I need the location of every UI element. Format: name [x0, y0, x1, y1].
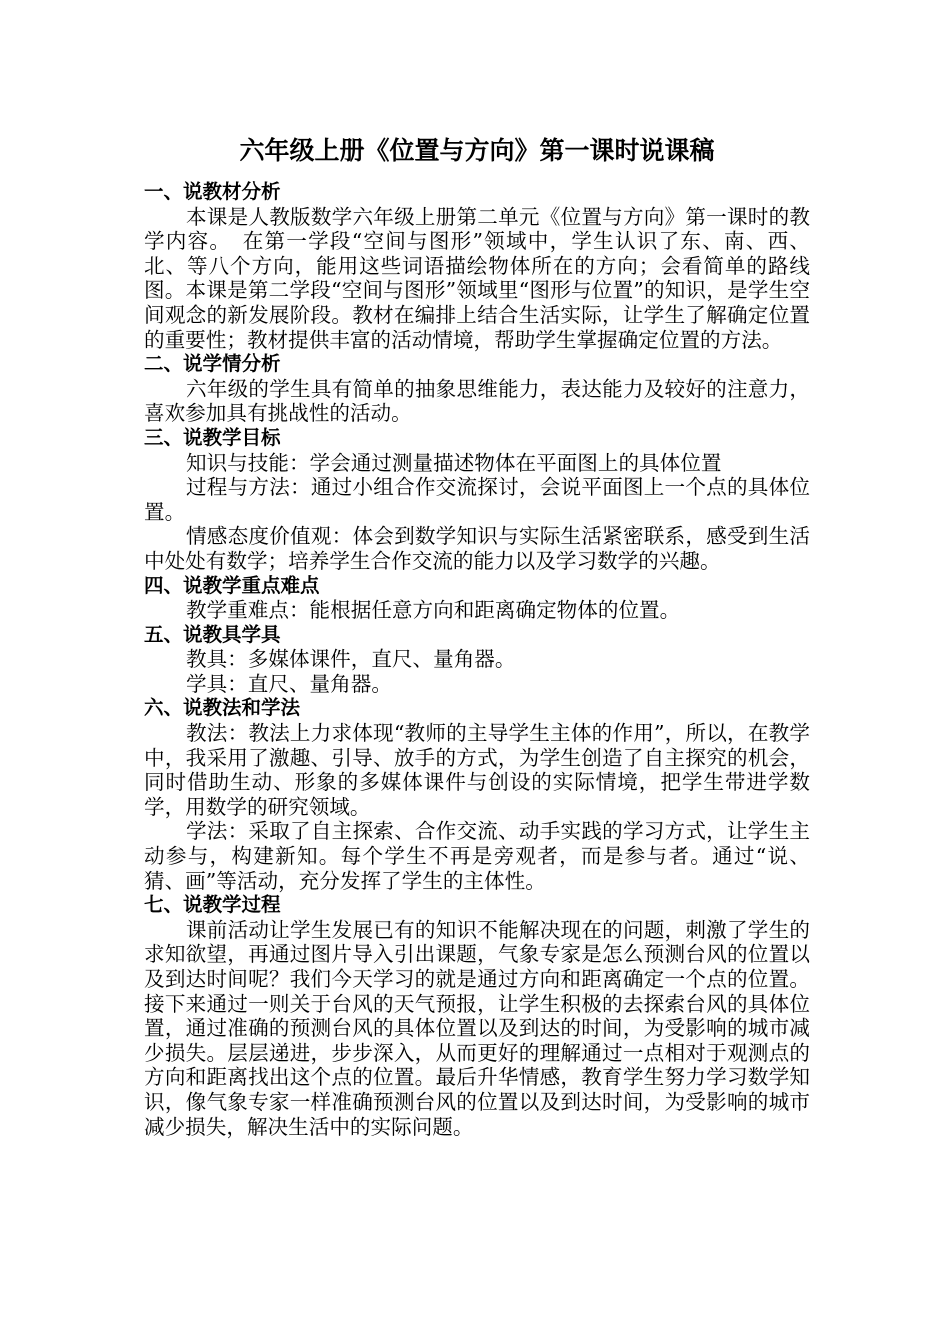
- section-paragraph: 过程与方法：通过小组合作交流探讨，会说平面图上一个点的具体位置。: [144, 475, 810, 524]
- section-heading: 五、说教具学具: [144, 622, 281, 646]
- section-textbook-analysis: [144, 180, 810, 352]
- section-teaching-methods: [144, 696, 810, 893]
- section-heading: 一、说教材分析: [144, 180, 281, 203]
- section-heading: 二、说学情分析: [144, 352, 281, 376]
- section-paragraph: 六年级的学生具有简单的抽象思维能力，表达能力及较好的注意力，喜欢参加具有挑战性的活动。: [144, 376, 810, 426]
- section-paragraph: 课前活动让学生发展已有的知识不能解决现在的问题，刺激了学生的求知欲望，再通过图片导入引出课题，气象专家是怎么预测台风的位置以及到达时间呢？我们今天学习的就是通过方向和距离确定一个点的位置。接下来通过一则关于台风的天气预报，让学生积极的去探索台风的具体位置，通过准确的预测台风的具体位置以及到达的时间，为受影响的城市减少损失。层层递进，步步深入，从而更好的理解通过一点相对于观测点的方向和距离找出这个点的位置。最后升华情感，教育学生努力学习数学知识，像气象专家一样准确预测台风的位置以及到达时间，为受影响的城市减少损失，解决生活中的实际问题。: [144, 917, 810, 1139]
- section-paragraph: 知识与技能：学会通过测量描述物体在平面图上的具体位置: [186, 450, 722, 475]
- section-teaching-process: [144, 893, 810, 1139]
- document-title: 六年级上册《位置与方向》第一课时说课稿: [239, 136, 715, 165]
- section-heading: 四、说教学重点难点: [144, 573, 320, 597]
- section-heading: 七、说教学过程: [144, 893, 281, 917]
- section-teaching-goals: [144, 426, 810, 574]
- section-paragraph: 教法：教法上力求体现“教师的主导学生主体的作用”，所以，在教学中，我采用了激趣、引导、放手的方式，为学生创造了自主探究的机会，同时借助生动、形象的多媒体课件与创设的实际情境，把学生带进学数学，用数学的研究领域。: [144, 721, 810, 819]
- section-teaching-aids: [144, 623, 810, 697]
- document-body: [144, 128, 810, 1139]
- section-paragraph: 学具：直尺、量角器。: [186, 671, 392, 696]
- section-student-analysis: [144, 352, 810, 426]
- section-paragraph: 学法：采取了自主探索、合作交流、动手实践的学习方式，让学生主动参与，构建新知。每个学生不再是旁观者，而是参与者。通过“说、猜、画”等活动，充分发挥了学生的主体性。: [144, 819, 810, 893]
- section-key-difficulties: [144, 574, 810, 623]
- section-paragraph: 本课是人教版数学六年级上册第二单元《位置与方向》第一课时的教学内容。 在第一学段“空间与图形”领域中，学生认识了东、南、西、北、等八个方向，能用这些词语描绘物体所在的方向；会看简单的路线图。本课是第二学段“空间与图形”领域里“图形与位置”的知识，是学生空间观念的新发展阶段。教材在编排上结合生活实际，让学生了解确定位置的重要性；教材提供丰富的活动情境，帮助学生掌握确定位置的方法。: [144, 204, 810, 352]
- section-paragraph: 教学重难点：能根据任意方向和距离确定物体的位置。: [186, 598, 681, 623]
- section-heading: 三、说教学目标: [144, 425, 281, 449]
- section-paragraph: 教具：多媒体课件，直尺、量角器。: [186, 647, 516, 672]
- section-heading: 六、说教法和学法: [144, 696, 301, 720]
- section-paragraph: 情感态度价值观：体会到数学知识与实际生活紧密联系，感受到生活中处处有数学；培养学生合作交流的能力以及学习数学的兴趣。: [144, 524, 810, 573]
